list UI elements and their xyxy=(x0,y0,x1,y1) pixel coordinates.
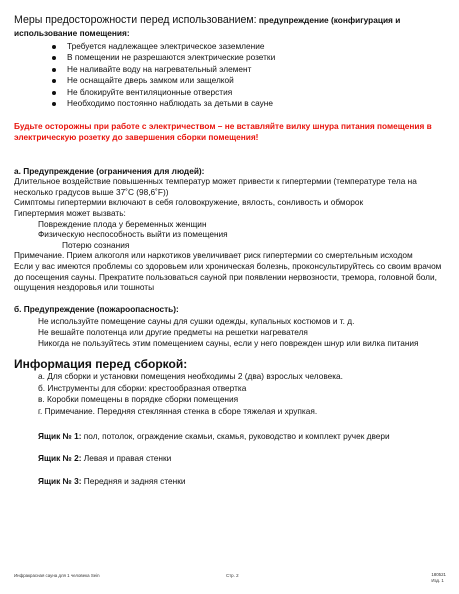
section-a-paragraph: Длительное воздействие повышенных температур может привести к гипертермии (температуре тела на несколько градусов выше 37˚C (98,6˚F)) xyxy=(14,176,417,197)
precautions-heading xyxy=(14,14,446,40)
footer-edition: Изд. 1 xyxy=(431,577,444,583)
section-a-paragraph: Гипертермия может вызвать: xyxy=(14,208,126,218)
box-contents: пол, потолок, ограждение скамьи, скамья, руководство и комплект ручек двери xyxy=(81,430,390,441)
assembly-heading: Информация перед сборкой: xyxy=(14,357,188,372)
list-item: г. Примечание. Передняя стеклянная стенка в сборе тяжелая и хрупкая. xyxy=(38,405,318,416)
electric-warning: Будьте осторожны при работе с электричеством – не вставляйте вилку шнура питания помещения в электрическую розетку до завершения сборки помещения! xyxy=(14,121,432,143)
list-item: Не оснащайте дверь замком или защелкой xyxy=(52,75,446,86)
assembly-list xyxy=(38,371,446,417)
box-2 xyxy=(38,453,446,464)
effect-item: Повреждение плода у беременных женщин xyxy=(38,218,207,229)
section-b-heading: б. Предупреждение (пожароопасность): xyxy=(14,303,179,314)
list-item: В помещении не разрешаются электрические розетки xyxy=(52,52,446,63)
box-label: Ящик № 2: xyxy=(38,453,82,464)
section-a-paragraph: Симптомы гипертермии включают в себя головокружение, вялость, сонливость и обморок xyxy=(14,197,364,208)
list-item: Не наливайте воду на нагревательный элемент xyxy=(52,64,446,75)
precautions-list xyxy=(52,41,446,109)
effect-item: Физическую неспособность выйти из помещения xyxy=(38,229,228,240)
list-item: а. Для сборки и установки помещения необходимы 2 (два) взрослых человека. xyxy=(38,371,343,382)
fire-item: Никогда не пользуйтесь этим помещением сауны, если у него поврежден шнур или вилка питания xyxy=(38,337,419,348)
effect-item: Потерю сознания xyxy=(62,239,130,250)
section-b xyxy=(14,304,446,348)
footer-date-code: 180521 xyxy=(431,572,446,577)
box-3 xyxy=(38,476,446,487)
box-1 xyxy=(38,431,446,442)
box-label: Ящик № 1: xyxy=(38,430,82,441)
footer-revision xyxy=(431,572,446,583)
section-a xyxy=(14,166,446,293)
box-label: Ящик № 3: xyxy=(38,475,82,486)
precautions-title: Меры предосторожности перед использованием: xyxy=(14,14,257,26)
footer-page-number: Стр. 2 xyxy=(226,573,239,578)
box-contents: Левая и правая стенки xyxy=(81,453,172,464)
fire-item: Не используйте помещение сауны для сушки одежды, купальных костюмов и т. д. xyxy=(38,316,355,327)
list-item: Необходимо постоянно наблюдать за детьми в сауне xyxy=(52,98,446,109)
list-item: б. Инструменты для сборки: крестообразная отвертка xyxy=(38,382,247,393)
footer-product-name: Инфракрасная сауна для 1 человека Sein xyxy=(14,573,100,578)
section-a-heading: а. Предупреждение (ограничения для людей): xyxy=(14,165,205,176)
section-a-note: Примечание. Прием алкоголя или наркотиков увеличивает риск гипертермии со смертельным исходом xyxy=(14,250,413,261)
list-item: Требуется надлежащее электрическое заземление xyxy=(52,41,446,52)
assembly-section xyxy=(14,357,446,417)
precautions-subtitle: предупреждение (конфигурация и использование помещения: xyxy=(14,15,401,38)
box-contents: Передняя и задняя стенки xyxy=(81,475,186,486)
section-a-paragraph: Если у вас имеются проблемы со здоровьем или хроническая болезнь, проконсультируйтесь со своим врачом до посещения сауны. Прекратите пользоваться сауной при появлении нервозности, тремора, головной боли, ощущения нездоровья или тошноты xyxy=(14,260,442,293)
fire-item: Не вешайте полотенца или другие предметы на решетки нагревателя xyxy=(38,326,308,337)
list-item: Не блокируйте вентиляционные отверстия xyxy=(52,87,446,98)
list-item: в. Коробки помещены в порядке сборки помещения xyxy=(38,394,239,405)
document-page xyxy=(14,14,446,486)
